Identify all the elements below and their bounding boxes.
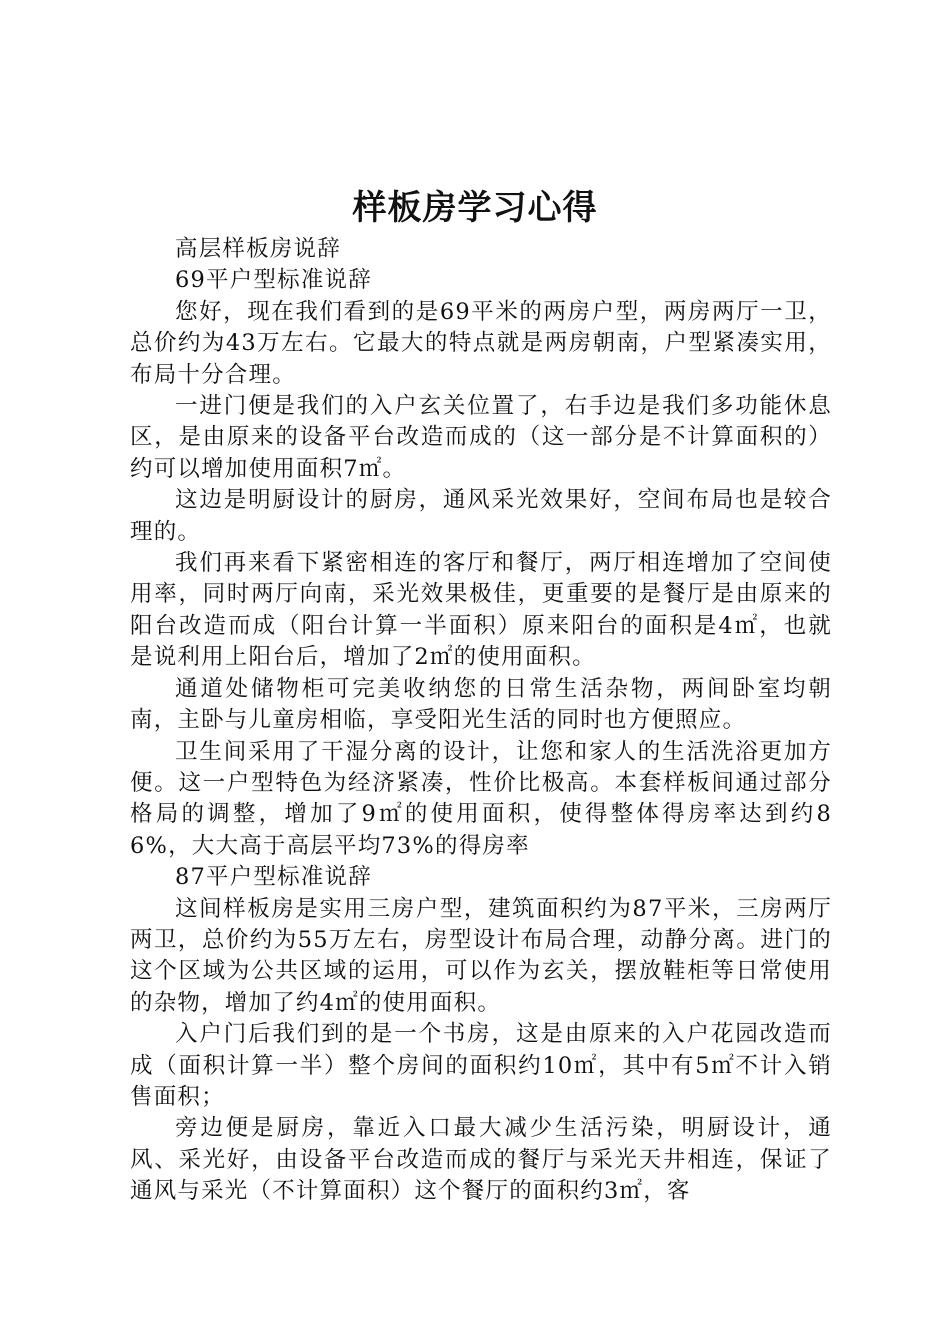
document-title: 样板房学习心得 — [352, 188, 598, 228]
paragraph: 通道处储物柜可完美收纳您的日常生活杂物，两间卧室均朝南，主卧与儿童房相临，享受阳光生活的同时也方便照应。 — [130, 675, 832, 734]
paragraph: 这间样板房是实用三房户型，建筑面积约为87平米，三房两厅两卫，总价约为55万左右，房型设计布局合理，动静分离。进门的这个区域为公共区域的运用，可以作为玄关，摆放鞋柜等日常使用的杂物，增加了约4㎡的使用面积。 — [130, 895, 832, 1016]
paragraph-heading-69: 69平户型标准说辞 — [175, 267, 372, 294]
paragraph: 您好，现在我们看到的是69平米的两房户型，两房两厅一卫，总价约为43万左右。它最大的特点就是两房朝南，户型紧凑实用，布局十分合理。 — [130, 298, 832, 388]
paragraph-subtitle-highrise: 高层样板房说辞 — [175, 236, 341, 262]
paragraph: 我们再来看下紧密相连的客厅和餐厅，两厅相连增加了空间使用率，同时两厅向南，采光效果极佳，更重要的是餐厅是由原来的阳台改造而成（阳台计算一半面积）原来阳台的面积是4㎡，也就是说利用上阳台后，增加了2㎡的使用面积。 — [130, 550, 832, 671]
document-body — [130, 234, 832, 1208]
paragraph: 旁边便是厨房，靠近入口最大减少生活污染，明厨设计，通风、采光好，由设备平台改造而成的餐厅与采光天井相连，保证了通风与采光（不计算面积）这个餐厅的面积约3㎡，客 — [130, 1115, 832, 1205]
paragraph-heading-87: 87平户型标准说辞 — [175, 864, 372, 891]
paragraph: 这边是明厨设计的厨房，通风采光效果好，空间布局也是较合理的。 — [130, 487, 832, 545]
paragraph: 一进门便是我们的入户玄关位置了，右手边是我们多功能休息区，是由原来的设备平台改造而成的（这一部分是不计算面积的）约可以增加使用面积7㎡。 — [130, 393, 832, 482]
paragraph: 卫生间采用了干湿分离的设计，让您和家人的生活洗浴更加方便。这一户型特色为经济紧凑，性价比极高。本套样板间通过部分格局的调整，增加了9㎡的使用面积，使得整体得房率达到约86%，大大高于高层平均73%的得房率 — [130, 738, 832, 859]
paragraph: 入户门后我们到的是一个书房，这是由原来的入户花园改造而成（面积计算一半）整个房间的面积约10㎡，其中有5㎡不计入销售面积； — [130, 1021, 832, 1110]
